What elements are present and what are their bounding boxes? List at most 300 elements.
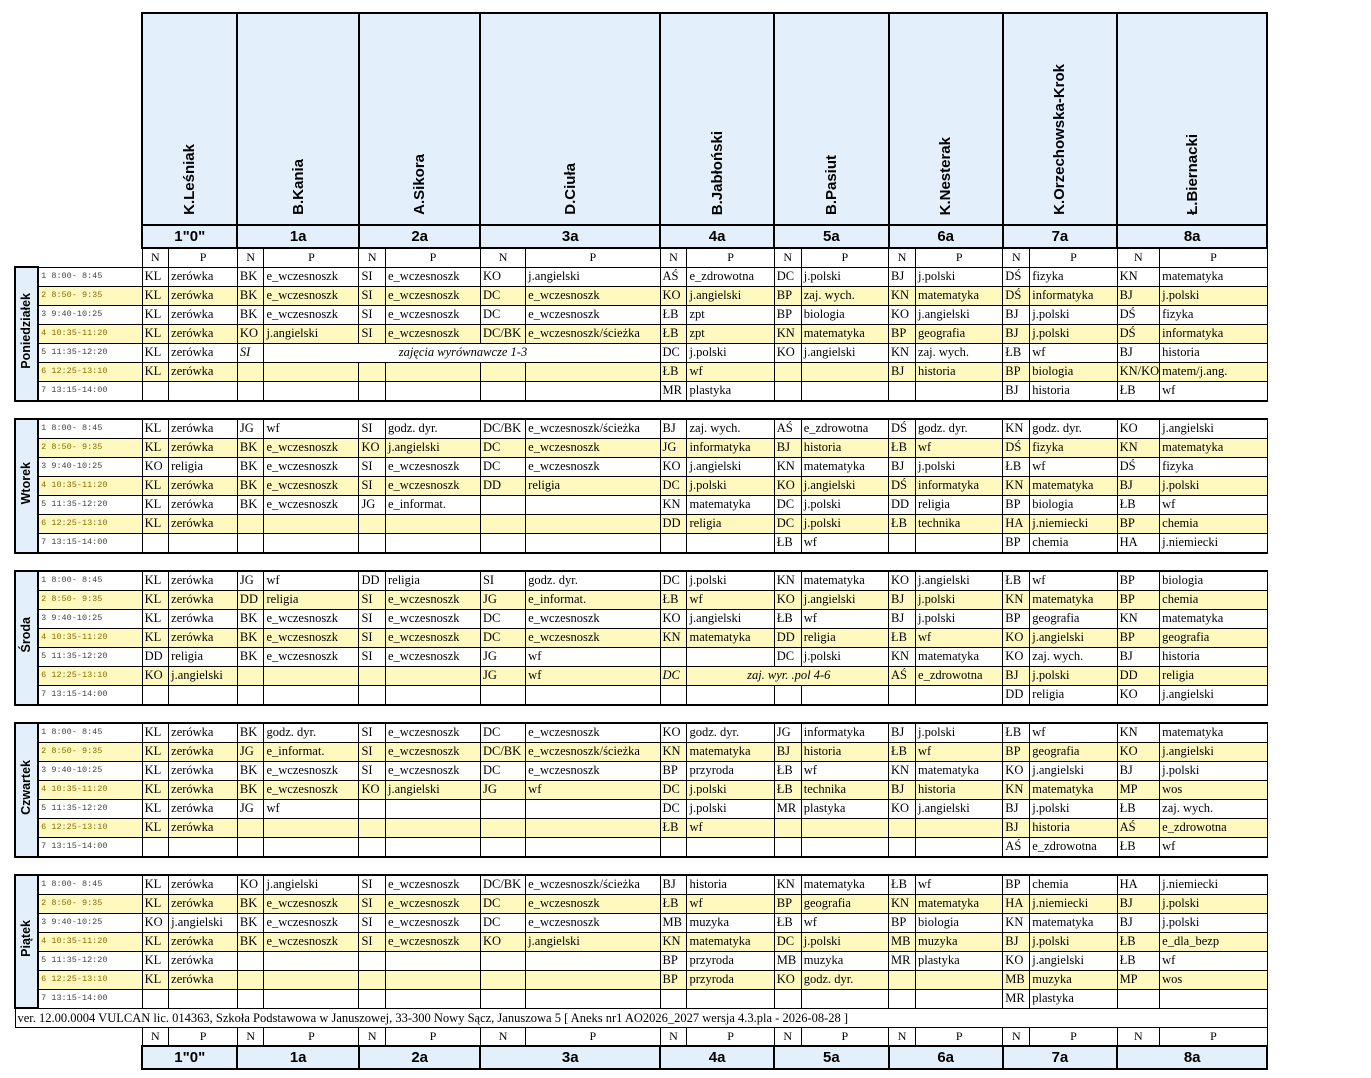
teacher-code-cell: MP	[1117, 780, 1160, 799]
teacher-code-cell: DC	[660, 476, 687, 495]
teacher-code-cell: DC/BK	[480, 419, 525, 439]
teacher-code-cell: KN	[1003, 590, 1030, 609]
class-header: 4a	[660, 1046, 774, 1069]
lesson-time: 5 11:35-12:20	[38, 495, 142, 514]
teacher-code-cell: ŁB	[1117, 932, 1160, 951]
subject-cell: j.polski	[1030, 666, 1117, 685]
teacher-code-cell: DC	[480, 438, 525, 457]
subject-cell	[264, 837, 359, 857]
subject-cell	[916, 381, 1003, 401]
teacher-code-cell: JG	[480, 780, 525, 799]
teacher-code-cell: JG	[237, 742, 264, 761]
merged-subject-cell: zaj. wyr. .pol 4-6	[687, 666, 889, 685]
teacher-code-cell: DŚ	[1117, 457, 1160, 476]
teacher-code-cell: KO	[889, 305, 916, 324]
subject-cell: e_wczesnoszk	[386, 267, 481, 286]
teacher-code-cell: DC	[480, 913, 525, 932]
teacher-code-cell: ŁB	[1003, 723, 1030, 743]
subject-cell: j.polski	[687, 343, 774, 362]
column-label-subject: P	[801, 1028, 888, 1047]
subject-cell: informatyka	[1030, 286, 1117, 305]
subject-cell: e_wczesnoszk	[386, 324, 481, 343]
teacher-code-cell	[359, 818, 386, 837]
teacher-code-cell: MB	[660, 913, 687, 932]
subject-cell	[687, 989, 774, 1008]
teacher-code-cell: KL	[142, 305, 169, 324]
teacher-code-cell: KN	[660, 628, 687, 647]
teacher-code-cell: BJ	[889, 723, 916, 743]
teacher-code-cell	[774, 837, 801, 857]
teacher-code-cell: KL	[142, 286, 169, 305]
subject-cell: j.polski	[916, 609, 1003, 628]
lesson-row	[15, 305, 1370, 324]
subject-cell: informatyka	[916, 476, 1003, 495]
subject-cell: zerówka	[169, 932, 238, 951]
teacher-code-cell: KN	[889, 343, 916, 362]
teacher-code-cell: KO	[1117, 419, 1160, 439]
subject-cell: matematyka	[687, 495, 774, 514]
subject-cell: j.polski	[1030, 324, 1117, 343]
class-header: 8a	[1117, 225, 1267, 248]
lesson-time: 4 10:35-11:20	[38, 780, 142, 799]
teacher-code-cell: ŁB	[1003, 343, 1030, 362]
subject-cell	[264, 818, 359, 837]
teacher-code-cell: BK	[237, 305, 264, 324]
subject-cell	[264, 666, 359, 685]
teacher-code-cell: BJ	[1117, 894, 1160, 913]
teacher-code-cell: BP	[1003, 742, 1030, 761]
lesson-row	[15, 970, 1370, 989]
subject-cell: geografia	[1160, 628, 1268, 647]
subject-cell	[916, 989, 1003, 1008]
class-header: 3a	[480, 1046, 660, 1069]
column-label-subject: P	[169, 1028, 238, 1047]
day-name: Piątek	[19, 920, 34, 958]
subject-cell: zerówka	[169, 438, 238, 457]
subject-cell: e_wczesnoszk	[264, 647, 359, 666]
teacher-code-cell: BP	[1003, 533, 1030, 553]
subject-cell: wf	[801, 533, 888, 553]
teacher-code-cell: KO	[774, 476, 801, 495]
teacher-code-cell: KN	[774, 457, 801, 476]
subject-cell: j.polski	[687, 476, 774, 495]
subject-cell: godz. dyr.	[916, 419, 1003, 439]
teacher-header	[889, 13, 1003, 225]
teacher-code-cell: KN	[1117, 609, 1160, 628]
teacher-code-cell: BP	[1003, 495, 1030, 514]
subject-cell: wf	[526, 647, 660, 666]
subject-cell: e_wczesnoszk	[526, 438, 660, 457]
subject-cell: wos	[1160, 970, 1268, 989]
teacher-code-cell: BJ	[660, 419, 687, 439]
subject-cell	[264, 533, 359, 553]
subject-cell: geografia	[1030, 742, 1117, 761]
lesson-row	[15, 932, 1370, 951]
teacher-code-cell	[480, 495, 525, 514]
subject-cell: e_wczesnoszk	[386, 894, 481, 913]
lesson-time: 2 8:50- 9:35	[38, 742, 142, 761]
teacher-code-cell: MP	[1117, 970, 1160, 989]
lesson-row	[15, 666, 1370, 685]
teacher-code-cell: SI	[359, 457, 386, 476]
lesson-row	[15, 514, 1370, 533]
column-label-teacher: N	[889, 1028, 916, 1047]
teacher-code-cell: KL	[142, 324, 169, 343]
class-header: 3a	[480, 225, 660, 248]
teacher-code-cell: BK	[237, 723, 264, 743]
teacher-code-cell: ŁB	[889, 875, 916, 895]
subject-cell: zerówka	[169, 875, 238, 895]
teacher-code-cell: BP	[1003, 362, 1030, 381]
merged-subject-cell: zajęcia wyrównawcze 1-3	[264, 343, 660, 362]
teacher-code-cell: JG	[480, 666, 525, 685]
teacher-code-cell: DD	[889, 495, 916, 514]
subject-cell	[386, 666, 481, 685]
teacher-code-cell: ŁB	[774, 609, 801, 628]
teacher-code-cell: ŁB	[660, 362, 687, 381]
subject-cell: zerówka	[169, 419, 238, 439]
teacher-code-cell: KO	[1117, 685, 1160, 705]
lesson-time: 5 11:35-12:20	[38, 951, 142, 970]
class-header: 5a	[774, 225, 888, 248]
teacher-code-cell: SI	[480, 571, 525, 591]
day-label	[15, 419, 38, 553]
subject-cell: j.niemiecki	[1030, 894, 1117, 913]
teacher-header	[237, 13, 359, 225]
subject-cell: muzyka	[801, 951, 888, 970]
subject-cell	[687, 647, 774, 666]
subject-cell	[916, 970, 1003, 989]
separator-cell	[15, 401, 1267, 419]
subject-cell: wf	[916, 875, 1003, 895]
teacher-code-cell: ŁB	[1117, 495, 1160, 514]
teacher-code-cell	[660, 989, 687, 1008]
subject-cell	[526, 989, 660, 1008]
teacher-code-cell: KL	[142, 951, 169, 970]
subject-cell: przyroda	[687, 951, 774, 970]
subject-cell: zerówka	[169, 609, 238, 628]
lesson-row	[15, 343, 1370, 362]
timetable-grid	[14, 12, 1371, 1070]
subject-cell: j.angielski	[1030, 761, 1117, 780]
subject-cell	[801, 362, 888, 381]
subject-cell: zerówka	[169, 818, 238, 837]
teacher-code-cell: ŁB	[1003, 571, 1030, 591]
subject-cell: wf	[526, 780, 660, 799]
np-bottom-corner	[15, 1028, 142, 1047]
teacher-code-cell: KN	[774, 571, 801, 591]
teacher-code-cell: DD	[660, 514, 687, 533]
subject-cell: matematyka	[1160, 609, 1268, 628]
teacher-code-cell: BK	[237, 267, 264, 286]
subject-cell: chemia	[1160, 514, 1268, 533]
subject-cell: j.polski	[1160, 894, 1268, 913]
class-header: 2a	[359, 225, 481, 248]
teacher-code-cell: BJ	[1003, 381, 1030, 401]
subject-cell: e_wczesnoszk	[386, 476, 481, 495]
teacher-code-cell	[480, 970, 525, 989]
teacher-code-cell: KL	[142, 818, 169, 837]
teacher-code-cell: KN	[1117, 438, 1160, 457]
teacher-code-cell: SI	[359, 476, 386, 495]
teacher-code-cell	[480, 381, 525, 401]
subject-cell: e_wczesnoszk	[264, 438, 359, 457]
subject-cell	[386, 837, 481, 857]
teacher-code-cell: DC	[480, 628, 525, 647]
column-label-subject: P	[1030, 248, 1117, 267]
subject-cell: matematyka	[1030, 476, 1117, 495]
teacher-code-cell: KO	[359, 438, 386, 457]
teacher-code-cell: BJ	[889, 590, 916, 609]
class-header: 7a	[1003, 1046, 1117, 1069]
teacher-code-cell: MB	[1003, 970, 1030, 989]
teacher-code-cell: KO	[1003, 761, 1030, 780]
lesson-time: 6 12:25-13:10	[38, 970, 142, 989]
teacher-code-cell	[142, 685, 169, 705]
subject-cell: technika	[801, 780, 888, 799]
subject-cell: e_wczesnoszk	[386, 609, 481, 628]
teacher-code-cell: SI	[359, 894, 386, 913]
teacher-code-cell: DC	[480, 723, 525, 743]
teacher-code-cell: ŁB	[1003, 457, 1030, 476]
subject-cell: e_wczesnoszk	[386, 913, 481, 932]
lesson-row	[15, 438, 1370, 457]
subject-cell: plastyka	[916, 951, 1003, 970]
teacher-code-cell: MB	[774, 951, 801, 970]
teacher-code-cell: BP	[1117, 590, 1160, 609]
subject-cell: matematyka	[801, 324, 888, 343]
teacher-code-cell	[142, 381, 169, 401]
teacher-code-cell	[480, 951, 525, 970]
subject-cell: matematyka	[801, 457, 888, 476]
column-label-teacher: N	[1003, 1028, 1030, 1047]
day-separator	[15, 401, 1370, 419]
teacher-code-cell: BK	[237, 932, 264, 951]
column-label-subject: P	[1160, 248, 1268, 267]
teacher-code-cell	[889, 989, 916, 1008]
teacher-code-cell: SI	[359, 723, 386, 743]
teacher-code-cell	[480, 989, 525, 1008]
class-header: 2a	[359, 1046, 481, 1069]
subject-cell: zerówka	[169, 723, 238, 743]
teacher-code-cell: KL	[142, 628, 169, 647]
teacher-code-cell: MR	[774, 799, 801, 818]
subject-cell: plastyka	[1030, 989, 1117, 1008]
lesson-time: 4 10:35-11:20	[38, 932, 142, 951]
subject-cell: j.polski	[1030, 799, 1117, 818]
teacher-header	[660, 13, 774, 225]
subject-cell: wf	[801, 609, 888, 628]
teacher-code-cell	[237, 533, 264, 553]
column-label-subject: P	[264, 1028, 359, 1047]
lesson-time: 6 12:25-13:10	[38, 362, 142, 381]
lesson-time: 1 8:00- 8:45	[38, 571, 142, 591]
subject-cell: e_wczesnoszk	[386, 628, 481, 647]
teacher-code-cell: SI	[359, 305, 386, 324]
teacher-code-cell: SI	[359, 761, 386, 780]
column-label-subject: P	[526, 248, 660, 267]
lesson-row	[15, 286, 1370, 305]
lesson-time: 3 9:40-10:25	[38, 305, 142, 324]
subject-cell: historia	[687, 875, 774, 895]
subject-cell: religia	[169, 647, 238, 666]
teacher-code-cell	[1117, 989, 1160, 1008]
subject-cell: e_wczesnoszk	[386, 457, 481, 476]
teacher-code-cell: AŚ	[1003, 837, 1030, 857]
teacher-code-cell: DC	[480, 305, 525, 324]
subject-cell	[264, 989, 359, 1008]
lesson-row	[15, 913, 1370, 932]
subject-cell: wf	[1030, 343, 1117, 362]
teacher-code-cell: KO	[774, 590, 801, 609]
teacher-code-cell: BK	[237, 457, 264, 476]
lesson-row	[15, 780, 1370, 799]
subject-cell: zaj. wych.	[687, 419, 774, 439]
lesson-row	[15, 742, 1370, 761]
subject-cell: zaj. wych.	[916, 343, 1003, 362]
lesson-row	[15, 875, 1370, 895]
teacher-code-cell: SI	[237, 343, 264, 362]
subject-cell: j.polski	[801, 514, 888, 533]
lesson-row	[15, 761, 1370, 780]
day-label	[15, 267, 38, 401]
teacher-code-cell: KN	[889, 761, 916, 780]
class-header: 5a	[774, 1046, 888, 1069]
subject-cell: j.angielski	[1030, 951, 1117, 970]
subject-cell: j.polski	[687, 571, 774, 591]
lesson-row	[15, 989, 1370, 1008]
subject-cell: zerówka	[169, 628, 238, 647]
teacher-code-cell: BK	[237, 476, 264, 495]
teacher-code-cell: JG	[237, 799, 264, 818]
teacher-code-cell: ŁB	[1117, 951, 1160, 970]
teacher-code-cell	[480, 533, 525, 553]
subject-cell: e_wczesnoszk	[264, 609, 359, 628]
subject-cell	[526, 381, 660, 401]
subject-cell: biologia	[1030, 495, 1117, 514]
teacher-code-cell: AŚ	[889, 666, 916, 685]
subject-cell	[264, 951, 359, 970]
subject-cell: matematyka	[916, 647, 1003, 666]
teacher-code-cell: JG	[774, 723, 801, 743]
teacher-code-cell: BJ	[1117, 913, 1160, 932]
subject-cell: e_wczesnoszk	[526, 761, 660, 780]
teacher-code-cell: DC	[660, 343, 687, 362]
teacher-code-cell: BJ	[1117, 286, 1160, 305]
subject-cell	[526, 514, 660, 533]
teacher-code-cell: JG	[480, 647, 525, 666]
teacher-code-cell: DŚ	[1117, 305, 1160, 324]
subject-cell	[264, 685, 359, 705]
subject-cell	[687, 533, 774, 553]
day-separator	[15, 705, 1370, 723]
class-header: 1a	[237, 225, 359, 248]
subject-cell: zerówka	[169, 286, 238, 305]
class-header: 1"0"	[142, 1046, 237, 1069]
subject-cell	[801, 685, 888, 705]
subject-cell	[169, 533, 238, 553]
lesson-row	[15, 894, 1370, 913]
teacher-code-cell: BK	[237, 761, 264, 780]
teacher-code-cell	[359, 666, 386, 685]
subject-cell: godz. dyr.	[526, 571, 660, 591]
column-label-teacher: N	[142, 1028, 169, 1047]
teacher-code-cell: ŁB	[1117, 381, 1160, 401]
subject-cell	[801, 837, 888, 857]
teacher-header	[1117, 13, 1267, 225]
subject-cell	[526, 533, 660, 553]
teacher-code-cell	[660, 837, 687, 857]
teacher-code-cell: SI	[359, 875, 386, 895]
subject-cell: j.angielski	[801, 343, 888, 362]
column-label-teacher: N	[1117, 248, 1160, 267]
lesson-time: 3 9:40-10:25	[38, 913, 142, 932]
teacher-code-cell: DŚ	[1003, 286, 1030, 305]
teacher-code-cell: BP	[1117, 628, 1160, 647]
subject-cell: j.angielski	[1160, 685, 1268, 705]
lesson-time: 6 12:25-13:10	[38, 666, 142, 685]
teacher-code-cell: JG	[237, 419, 264, 439]
subject-cell	[169, 381, 238, 401]
subject-cell: wf	[1030, 571, 1117, 591]
lesson-time: 7 13:15-14:00	[38, 685, 142, 705]
subject-cell: e_wczesnoszk	[264, 761, 359, 780]
teacher-name: B.Pasiut	[822, 154, 840, 215]
subject-cell: e_wczesnoszk/ścieżka	[526, 324, 660, 343]
subject-cell: j.angielski	[264, 324, 359, 343]
teacher-code-cell: KL	[142, 609, 169, 628]
subject-cell: historia	[1160, 647, 1268, 666]
teacher-name: D.Ciuła	[561, 163, 579, 215]
subject-cell: matematyka	[1160, 723, 1268, 743]
teacher-code-cell: SI	[359, 286, 386, 305]
teacher-code-cell: BJ	[889, 609, 916, 628]
teacher-code-cell: DŚ	[1117, 324, 1160, 343]
lesson-time: 7 13:15-14:00	[38, 533, 142, 553]
teacher-code-cell: KO	[1117, 742, 1160, 761]
subject-cell: j.angielski	[526, 267, 660, 286]
teacher-code-cell	[237, 989, 264, 1008]
subject-cell: j.polski	[1160, 913, 1268, 932]
subject-cell: zerówka	[169, 742, 238, 761]
column-label-subject: P	[916, 1028, 1003, 1047]
subject-cell: j.polski	[801, 267, 888, 286]
teacher-code-cell: DD	[237, 590, 264, 609]
subject-cell: matematyka	[1160, 438, 1268, 457]
subject-cell	[386, 685, 481, 705]
teacher-code-cell: KL	[142, 514, 169, 533]
lesson-time: 7 13:15-14:00	[38, 381, 142, 401]
subject-cell: chemia	[1030, 533, 1117, 553]
lesson-row	[15, 685, 1370, 705]
subject-cell	[687, 685, 774, 705]
teacher-code-cell: ŁB	[774, 780, 801, 799]
subject-cell: wf	[916, 742, 1003, 761]
subject-cell: matematyka	[1030, 780, 1117, 799]
column-label-teacher: N	[480, 1028, 525, 1047]
teacher-code-cell: JG	[237, 571, 264, 591]
subject-cell: godz. dyr.	[687, 723, 774, 743]
teacher-code-cell: BJ	[889, 267, 916, 286]
teacher-code-cell: MB	[889, 932, 916, 951]
column-label-teacher: N	[1003, 248, 1030, 267]
subject-cell: religia	[1030, 685, 1117, 705]
teacher-code-cell: HA	[1003, 514, 1030, 533]
lesson-time: 2 8:50- 9:35	[38, 438, 142, 457]
subject-cell: zaj. wych.	[1160, 799, 1268, 818]
subject-cell: historia	[1030, 381, 1117, 401]
teacher-code-cell: ŁB	[660, 305, 687, 324]
